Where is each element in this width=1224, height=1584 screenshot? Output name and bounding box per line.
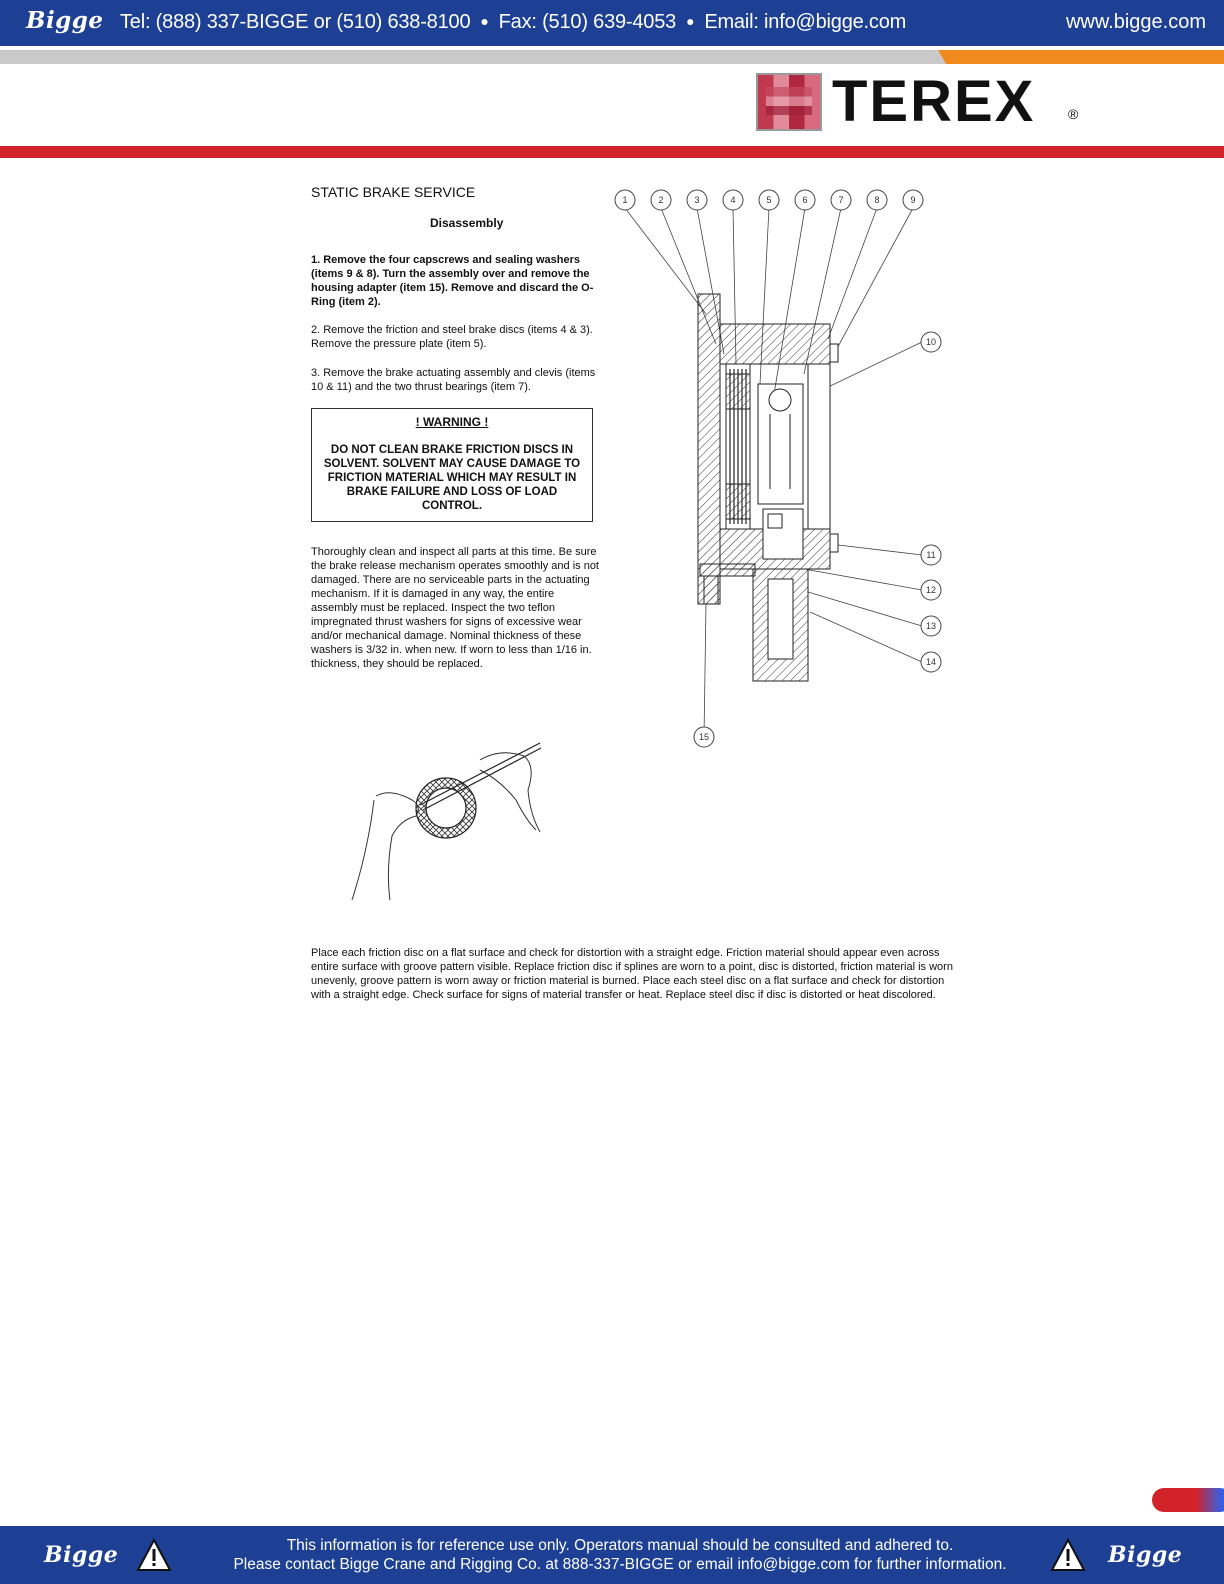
brake-cross-section-diagram	[608, 184, 958, 764]
fax-number: Fax: (510) 639-4053	[498, 11, 677, 33]
footer-line-1: This information is for reference use only. Operators manual should be consulted and adhered to.	[286, 1537, 954, 1554]
registered-mark: ®	[1068, 106, 1079, 122]
callout-label: 11	[926, 550, 936, 560]
section-subtitle: Disassembly	[430, 216, 504, 230]
callout-label: 14	[925, 657, 937, 667]
disc-inspection-illustration	[340, 740, 560, 920]
callout-label: 4	[730, 195, 736, 205]
phone-number[interactable]: Tel: (888) 337-BIGGE or (510) 638-8100	[120, 11, 471, 33]
gray-stripe	[0, 50, 950, 64]
bullet-separator: ●	[686, 13, 695, 29]
callout-label: 12	[925, 585, 937, 595]
red-divider	[0, 146, 1224, 158]
bigge-logo-footer-left: Bigge	[44, 1542, 119, 1568]
terex-emblem-icon	[756, 73, 822, 131]
contact-info	[120, 11, 906, 34]
warning-body: DO NOT CLEAN BRAKE FRICTION DISCS IN SOLVENT. SOLVENT MAY CAUSE DAMAGE TO FRICTION MATERIAL WHICH MAY RESULT IN BRAKE FAILURE AND LOSS OF LOAD CONTROL.	[323, 444, 581, 512]
callout-label: 6	[802, 195, 808, 205]
callout-label: 1	[622, 195, 628, 205]
callout-label: 13	[925, 621, 937, 631]
callout-label: 3	[694, 195, 700, 205]
callout-label: 7	[838, 195, 844, 205]
orange-stripe	[930, 50, 1224, 64]
decorative-pill	[1152, 1488, 1224, 1512]
page-title: STATIC BRAKE SERVICE	[311, 184, 476, 200]
step-3: 3. Remove the brake actuating assembly and clevis (items 10 & 11) and the two thrust bearings (item 7).	[311, 367, 596, 393]
warning-triangle-icon	[1050, 1538, 1086, 1572]
callout-label: 15	[698, 732, 710, 742]
terex-logo: TEREX	[832, 69, 1036, 134]
warning-box	[311, 408, 593, 522]
callout-label: 10	[925, 337, 937, 347]
bigge-logo: Bigge	[26, 7, 104, 34]
footer-bar	[0, 1526, 1224, 1584]
warning-triangle-icon	[136, 1538, 172, 1572]
email-link[interactable]: Email: info@bigge.com	[704, 11, 907, 33]
disc-inspection-paragraph: Place each friction disc on a flat surface and check for distortion with a straight edge. Friction material should appear even across entire surface with groove pattern visible. Replace friction disc if splines are worn to a point, disc is distorted, friction material is worn unevenly, groove pattern is worn away or friction material is burned. Place each steel disc on a flat surface and check for distortion with a straight edge. Check surface for signs of material transfer or heat. Replace steel disc if disc is distorted or heat discolored.	[311, 947, 953, 1001]
warning-title: ! WARNING !	[415, 415, 489, 429]
bigge-logo-footer-right: Bigge	[1108, 1542, 1183, 1568]
bullet-separator: ●	[480, 13, 489, 29]
callout-label: 9	[910, 195, 916, 205]
top-header-bar	[0, 0, 1224, 46]
callout-label: 2	[658, 195, 664, 205]
footer-line-2: Please contact Bigge Crane and Rigging Co. at 888-337-BIGGE or email info@bigge.com for further information.	[233, 1556, 1007, 1573]
footer-disclaimer	[200, 1536, 1040, 1574]
step-2: 2. Remove the friction and steel brake discs (items 4 & 3). Remove the pressure plate (item 5).	[311, 324, 593, 350]
step-1: 1. Remove the four capscrews and sealing washers (items 9 & 8). Turn the assembly over and remove the housing adapter (item 15). Remove and discard the O-Ring (item 2).	[311, 254, 594, 308]
website-link[interactable]: www.bigge.com	[1065, 11, 1206, 33]
callout-label: 8	[874, 195, 880, 205]
inspection-paragraph: Thoroughly clean and inspect all parts at this time. Be sure the brake release mechanism operates smoothly and is not damaged. There are no serviceable parts in the actuating mechanism. If it is damaged in any way, the entire assembly must be replaced. Inspect the two teflon impregnated thrust washers for signs of excessive wear and/or mechanical damage. Nominal thickness of these washers is 3/32 in. when new. If worn to less than 1/16 in. thickness, they should be replaced.	[311, 546, 599, 670]
callout-label: 5	[766, 195, 772, 205]
